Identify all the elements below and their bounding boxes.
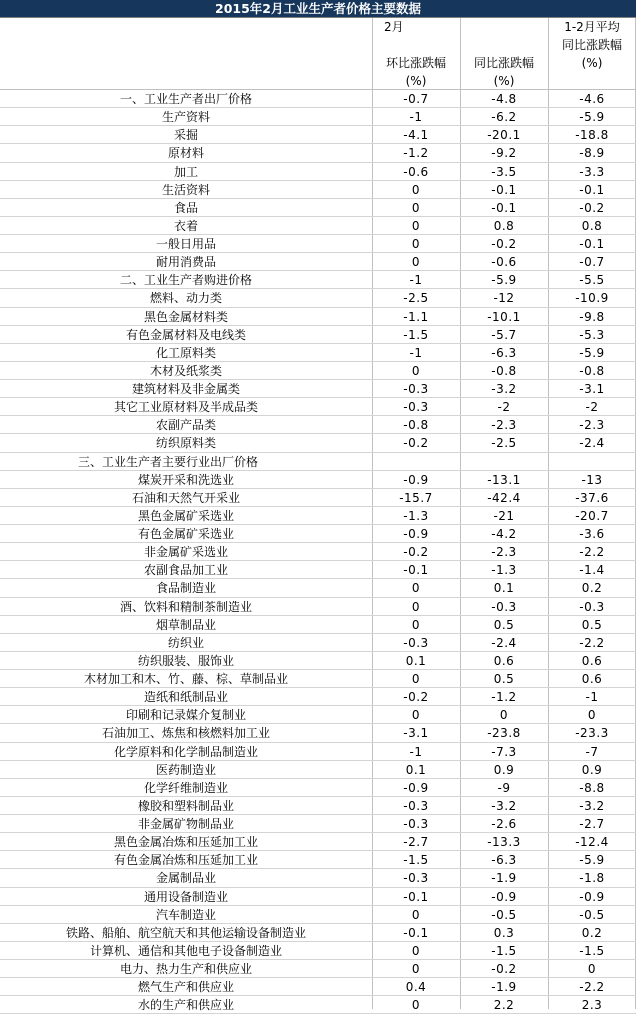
indicator-name: 原材料 [167, 146, 204, 161]
yoy-label: 同比涨跌幅 [473, 56, 534, 70]
table-row [0, 543, 636, 561]
mom-change-value: -0.9 [403, 527, 429, 541]
table-row [0, 144, 636, 162]
ytd-avg-change-value: -5.9 [579, 853, 605, 868]
mom-change-value: -0.1 [403, 563, 429, 578]
ytd-avg-change-value: -2.7 [579, 817, 605, 831]
ytd-avg-change-value: -0.5 [579, 907, 605, 922]
indicator-name: 金属制品业 [155, 871, 216, 886]
yoy-change-value: 0 [499, 708, 509, 723]
indicator-name: 印刷和记录媒介复制业 [125, 708, 246, 723]
ytd-avg-change-value: -1.4 [579, 563, 605, 578]
mom-change-value: 0 [411, 237, 421, 251]
mom-change-value: -1 [409, 345, 423, 360]
table-row [0, 978, 636, 996]
indicator-name: 二、工业生产者购进价格 [119, 273, 252, 288]
yoy-change-value: -2.6 [491, 817, 517, 831]
mom-change-value: 0.1 [405, 762, 427, 777]
indicator-name: 石油和天然气开采业 [131, 490, 240, 505]
indicator-name: 一般日用品 [155, 237, 216, 251]
table-row [0, 960, 636, 978]
mom-change-value: -1.5 [403, 853, 429, 868]
mom-change-value: 0 [411, 599, 421, 614]
mom-change-value: -0.3 [403, 817, 429, 831]
mom-change-value: -0.2 [403, 545, 429, 560]
mom-change-value: -4.1 [403, 128, 429, 143]
indicator-name: 采掘 [173, 128, 198, 143]
yoy-change-value: -1.9 [491, 980, 517, 995]
mom-change-value: -0.3 [403, 635, 429, 650]
indicator-name: 生活资料 [161, 182, 210, 197]
yoy-change-value: -2 [497, 400, 511, 415]
indicator-name: 衣着 [173, 218, 198, 233]
table-row [0, 163, 636, 181]
ytd-avg-change-value: -0.1 [579, 237, 605, 251]
table-row [0, 670, 636, 688]
mom-change-value: -0.6 [403, 164, 429, 179]
mom-change-value: -0.3 [403, 798, 429, 813]
table-row [0, 126, 636, 144]
table-row [0, 924, 636, 942]
indicator-name: 农副食品加工业 [143, 563, 228, 578]
mom-change-value: 0 [411, 998, 421, 1013]
table-row [0, 380, 636, 398]
table-row [0, 851, 636, 869]
mom-change-value: 0 [411, 255, 421, 270]
ytd-avg-change-value: -1.8 [579, 871, 605, 886]
indicator-name: 煤炭开采和洗选业 [137, 472, 234, 487]
mom-change-value: -0.9 [403, 780, 429, 795]
table-row [0, 579, 636, 597]
yoy-change-value: 2.2 [493, 998, 515, 1013]
table-row [0, 416, 636, 434]
yoy-change-value: 0.6 [493, 653, 515, 668]
yoy-change-value: 0.5 [493, 617, 515, 632]
table-row [0, 289, 636, 307]
mom-change-value: -1 [409, 110, 423, 125]
mom-change-value: 0 [411, 907, 421, 922]
ytd-avg-change-value: -0.9 [579, 889, 605, 904]
ytd-avg-change-value: 2.3 [581, 998, 603, 1013]
indicator-name: 有色金属矿采选业 [137, 527, 234, 541]
yoy-change-value: -3.2 [491, 382, 517, 396]
table-row [0, 398, 636, 416]
mom-change-value: -0.1 [403, 925, 429, 940]
ytd-avg-change-value: -5.9 [579, 110, 605, 125]
mom-change-value: 0 [411, 617, 421, 632]
yoy-change-value: -20.1 [487, 128, 521, 143]
mom-change-value: -0.2 [403, 690, 429, 705]
ytd-avg-change-value: -5.3 [579, 327, 605, 342]
mom-change-value: 0 [411, 218, 421, 233]
ytd-avg-change-value [548, 453, 636, 470]
yoy-change-value: -3.2 [491, 798, 517, 813]
table-row [0, 652, 636, 670]
mom-change-value: -0.3 [403, 382, 429, 396]
mom-change-value: 0 [411, 363, 421, 378]
indicator-name: 木材及纸浆类 [149, 363, 222, 378]
mom-change-value: 0.1 [405, 653, 427, 668]
yoy-change-value: -0.2 [491, 962, 517, 976]
yoy-change-value: 0.8 [493, 218, 515, 233]
ytd-avg-change-value: -0.3 [579, 599, 605, 614]
table-row [0, 706, 636, 724]
indicator-name: 黑色金属冶炼和压延加工业 [113, 835, 258, 850]
table-row [0, 815, 636, 833]
yoy-change-value: -0.6 [491, 255, 517, 270]
indicator-name: 纺织业 [167, 635, 204, 650]
yoy-change-value: -0.2 [491, 237, 517, 251]
mom-change-value [372, 453, 460, 470]
table-row [0, 489, 636, 507]
ytd-avg-change-value: -2.4 [579, 436, 605, 451]
ytd-avg-change-value: -0.1 [579, 182, 605, 197]
indicator-name: 燃气生产和供应业 [137, 980, 234, 995]
yoy-change-value: -4.2 [491, 527, 517, 541]
indicator-name: 其它工业原材料及半成品类 [113, 400, 258, 415]
table-row [0, 616, 636, 634]
table-row [0, 598, 636, 616]
ytd-avg-change-value: -2 [585, 400, 599, 415]
ytd-unit: (%) [581, 56, 603, 70]
yoy-change-value: 0.5 [493, 672, 515, 686]
yoy-change-value: -0.1 [491, 200, 517, 215]
mom-change-value: 0 [411, 962, 421, 976]
yoy-change-value: 0.1 [493, 581, 515, 596]
indicator-name: 橡胶和塑料制品业 [137, 798, 234, 813]
mom-change-value: 0 [411, 182, 421, 197]
yoy-change-value: 0.9 [493, 762, 515, 777]
ytd-avg-change-value: -5.5 [579, 273, 605, 288]
indicator-name: 纺织服装、服饰业 [137, 653, 234, 668]
indicator-name: 三、工业生产者主要行业出厂价格 [78, 454, 259, 469]
table-row [0, 688, 636, 706]
indicator-name: 纺织原料类 [155, 436, 216, 451]
table-row [0, 271, 636, 289]
table-row [0, 906, 636, 924]
ytd-avg-change-value: -1 [585, 690, 599, 705]
yoy-change-value: -23.8 [487, 726, 521, 741]
mom-unit: (%) [405, 74, 427, 88]
table-row [0, 434, 636, 452]
yoy-change-value: -2.3 [491, 545, 517, 560]
indicator-name: 水的生产和供应业 [137, 998, 234, 1013]
yoy-change-value: -7.3 [491, 744, 517, 759]
yoy-change-value: -6.2 [491, 110, 517, 125]
ytd-avg-change-value: -12.4 [575, 835, 609, 850]
ytd-avg-change-value: 0.9 [581, 762, 603, 777]
table-row [0, 108, 636, 126]
yoy-change-value: -9 [497, 780, 511, 795]
ytd-avg-change-value: -8.9 [579, 146, 605, 161]
ytd-avg-change-value: 0 [587, 708, 597, 723]
yoy-change-value: -1.3 [491, 563, 517, 578]
ytd-avg-change-value: -2.2 [579, 545, 605, 560]
table-row [0, 453, 636, 471]
mom-change-value: -1 [409, 273, 423, 288]
indicator-name: 生产资料 [161, 110, 210, 125]
mom-change-value: -1.3 [403, 508, 429, 523]
indicator-name: 有色金属冶炼和压延加工业 [113, 853, 258, 868]
yoy-change-value: -4.8 [491, 92, 517, 106]
indicator-name: 计算机、通信和其他电子设备制造业 [89, 943, 282, 958]
indicator-name: 农副产品类 [155, 418, 216, 433]
yoy-change-value: -5.9 [491, 273, 517, 288]
ytd-avg-change-value: -2.2 [579, 635, 605, 650]
table-row [0, 217, 636, 235]
table-row [0, 634, 636, 652]
ytd-avg-change-value: -20.7 [575, 508, 609, 523]
table-row [0, 199, 636, 217]
indicator-name: 一、工业生产者出厂价格 [119, 92, 252, 106]
indicator-name: 化学纤维制造业 [143, 780, 228, 795]
yoy-change-value: -1.9 [491, 871, 517, 886]
mom-change-value: -2.7 [403, 835, 429, 850]
table-row [0, 253, 636, 271]
table-row [0, 561, 636, 579]
yoy-unit: (%) [493, 74, 515, 88]
ytd-avg-change-value: -0.8 [579, 363, 605, 378]
table-row [0, 761, 636, 779]
data-rows [0, 90, 636, 1014]
yoy-change-value: -1.2 [491, 690, 517, 705]
yoy-change-value: -0.8 [491, 363, 517, 378]
table-row [0, 507, 636, 525]
mom-change-value: -1 [409, 744, 423, 759]
table-row [0, 181, 636, 199]
indicator-name: 建筑材料及非金属类 [131, 382, 240, 396]
mom-change-value: -2.5 [403, 291, 429, 306]
mom-change-value: 0 [411, 943, 421, 958]
indicator-name: 铁路、船舶、航空航天和其他运输设备制造业 [65, 925, 306, 940]
column-header [0, 18, 636, 90]
yoy-change-value [460, 453, 548, 470]
table-row [0, 942, 636, 960]
month-label: 2月 [384, 20, 404, 34]
indicator-name: 化工原料类 [155, 345, 216, 360]
indicator-name: 通用设备制造业 [143, 889, 228, 904]
mom-change-value: -1.2 [403, 146, 429, 161]
indicator-name: 电力、热力生产和供应业 [119, 962, 252, 976]
yoy-change-value: -42.4 [487, 490, 521, 505]
indicator-name: 加工 [173, 164, 198, 179]
indicator-name: 酒、饮料和精制茶制造业 [119, 599, 252, 614]
table-row [0, 235, 636, 253]
table-row [0, 326, 636, 344]
yoy-change-value: 0.3 [493, 925, 515, 940]
yoy-change-value: -0.5 [491, 907, 517, 922]
ytd-avg-change-value: -3.3 [579, 164, 605, 179]
indicator-name: 非金属矿物制品业 [137, 817, 234, 831]
indicator-name: 木材加工和木、竹、藤、棕、草制品业 [83, 672, 288, 686]
table-row [0, 362, 636, 380]
ytd-label-line1: 1-2月平均 [564, 20, 620, 34]
table-row [0, 779, 636, 797]
table-row [0, 724, 636, 742]
yoy-change-value: -0.3 [491, 599, 517, 614]
ytd-avg-change-value: -7 [585, 744, 599, 759]
table-row [0, 525, 636, 543]
sheet-title: 2015年2月工业生产者价格主要数据 [0, 0, 636, 18]
mom-change-value: -0.3 [403, 400, 429, 415]
indicator-name: 黑色金属矿采选业 [137, 508, 234, 523]
yoy-change-value: -1.5 [491, 943, 517, 958]
ytd-avg-change-value: -1.5 [579, 943, 605, 958]
yoy-change-value: -0.9 [491, 889, 517, 904]
indicator-name: 医药制造业 [155, 762, 216, 777]
ytd-avg-change-value: -23.3 [575, 726, 609, 741]
mom-change-value: -0.2 [403, 436, 429, 451]
yoy-change-value: -2.3 [491, 418, 517, 433]
ytd-avg-change-value: 0.6 [581, 653, 603, 668]
yoy-change-value: -6.3 [491, 853, 517, 868]
ytd-avg-change-value: -5.9 [579, 345, 605, 360]
yoy-change-value: -9.2 [491, 146, 517, 161]
ytd-avg-change-value: 0 [587, 962, 597, 976]
yoy-change-value: -13.1 [487, 472, 521, 487]
mom-label: 环比涨跌幅 [385, 56, 446, 70]
yoy-change-value: -0.1 [491, 182, 517, 197]
ytd-label-line2: 同比涨跌幅 [561, 38, 622, 52]
ytd-avg-change-value: 0.8 [581, 218, 603, 233]
mom-change-value: 0 [411, 708, 421, 723]
ytd-avg-change-value: -9.8 [579, 309, 605, 324]
indicator-name: 燃料、动力类 [149, 291, 222, 306]
yoy-change-value: -5.7 [491, 327, 517, 342]
table-row [0, 743, 636, 761]
yoy-change-value: -6.3 [491, 345, 517, 360]
indicator-name: 烟草制品业 [155, 617, 216, 632]
indicator-name: 食品制造业 [155, 581, 216, 596]
mom-change-value: -15.7 [399, 490, 433, 505]
ytd-avg-change-value: -2.2 [579, 980, 605, 995]
table-row [0, 833, 636, 851]
table-row [0, 308, 636, 326]
mom-change-value: -1.1 [403, 309, 429, 324]
table-row [0, 797, 636, 815]
mom-change-value: -0.3 [403, 871, 429, 886]
ytd-avg-change-value: -4.6 [579, 92, 605, 106]
mom-change-value: -0.7 [403, 92, 429, 106]
ytd-avg-change-value: -10.9 [575, 291, 609, 306]
mom-change-value: -0.1 [403, 889, 429, 904]
ytd-avg-change-value: -3.6 [579, 527, 605, 541]
yoy-change-value: -2.5 [491, 436, 517, 451]
table-row [0, 996, 636, 1014]
ytd-avg-change-value: -37.6 [575, 490, 609, 505]
mom-change-value: 0 [411, 581, 421, 596]
table-row [0, 90, 636, 108]
indicator-name: 食品 [173, 200, 198, 215]
yoy-change-value: -10.1 [487, 309, 521, 324]
indicator-name: 化学原料和化学制品制造业 [113, 744, 258, 759]
ytd-avg-change-value: 0.2 [581, 581, 603, 596]
indicator-name: 黑色金属材料类 [143, 309, 228, 324]
table-row [0, 869, 636, 887]
ytd-avg-change-value: -3.2 [579, 798, 605, 813]
indicator-name: 汽车制造业 [155, 907, 216, 922]
mom-change-value: 0 [411, 672, 421, 686]
yoy-change-value: -13.3 [487, 835, 521, 850]
mom-change-value: -0.8 [403, 418, 429, 433]
mom-change-value: -0.9 [403, 472, 429, 487]
table-row [0, 888, 636, 906]
ytd-avg-change-value: 0.5 [581, 617, 603, 632]
ytd-avg-change-value: -3.1 [579, 382, 605, 396]
ytd-avg-change-value: -13 [581, 472, 603, 487]
table-row [0, 471, 636, 489]
ytd-avg-change-value: -2.3 [579, 418, 605, 433]
mom-change-value: -3.1 [403, 726, 429, 741]
ytd-avg-change-value: -8.8 [579, 780, 605, 795]
ytd-avg-change-value: -18.8 [575, 128, 609, 143]
ytd-avg-change-value: 0.2 [581, 925, 603, 940]
yoy-change-value: -12 [493, 291, 515, 306]
ytd-avg-change-value: 0.6 [581, 672, 603, 686]
mom-change-value: 0.4 [405, 980, 427, 995]
indicator-name: 耐用消费品 [155, 255, 216, 270]
ytd-avg-change-value: -0.7 [579, 255, 605, 270]
mom-change-value: 0 [411, 200, 421, 215]
indicator-name: 石油加工、炼焦和核燃料加工业 [101, 726, 270, 741]
indicator-name: 非金属矿采选业 [143, 545, 228, 560]
indicator-name: 造纸和纸制品业 [143, 690, 228, 705]
mom-change-value: -1.5 [403, 327, 429, 342]
table-row [0, 344, 636, 362]
yoy-change-value: -21 [493, 508, 515, 523]
yoy-change-value: -2.4 [491, 635, 517, 650]
indicator-name: 有色金属材料及电线类 [125, 327, 246, 342]
yoy-change-value: -3.5 [491, 164, 517, 179]
ytd-avg-change-value: -0.2 [579, 200, 605, 215]
